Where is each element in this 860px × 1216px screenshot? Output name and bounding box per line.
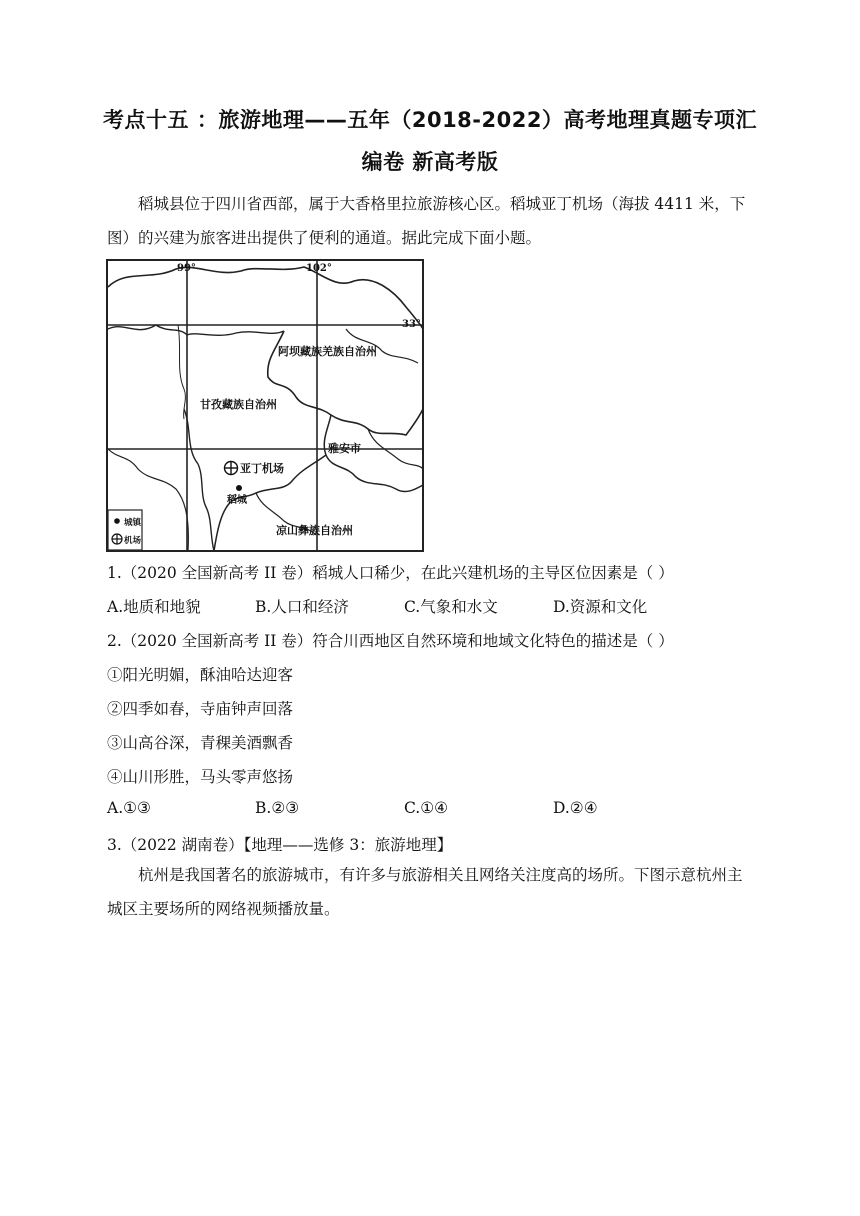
lon-label-102: 102° — [306, 263, 332, 274]
town-dot-icon — [236, 485, 242, 491]
question-2-statement-3: ③山高谷深，青稞美酒飘香 — [107, 734, 294, 752]
question-3-body: 杭州是我国著名的旅游城市，有许多与旅游相关且网络关注度高的场所。下图示意杭州主城区主要场所的网络视频播放量。 — [107, 866, 743, 918]
legend-airport-label: 机场 — [124, 536, 142, 546]
sichuan-map-figure — [106, 259, 424, 552]
question-2-option-c: C.①④ — [404, 799, 449, 817]
legend-town-label: 城镇 — [124, 518, 142, 528]
town-label: 稻城 — [227, 495, 247, 506]
question-2-statement-2: ②四季如春，寺庙钟声回落 — [107, 700, 294, 718]
question-2-stem: 2.（2020 全国新高考 II 卷）符合川西地区自然环境和地域文化特色的描述是（ ） — [107, 632, 674, 650]
question-1-option-a: A.地质和地貌 — [107, 598, 201, 616]
question-1-stem: 1.（2020 全国新高考 II 卷）稻城人口稀少，在此兴建机场的主导区位因素是（ ） — [107, 564, 674, 582]
lon-label-99: 99° — [177, 263, 196, 274]
document-title-line-2: 编卷 新高考版 — [361, 150, 499, 174]
map-legend — [108, 510, 142, 550]
question-2-option-d: D.②④ — [553, 799, 598, 817]
airport-icon — [225, 462, 238, 475]
question-1-option-b: B.人口和经济 — [255, 598, 349, 616]
airport-label: 亚丁机场 — [240, 462, 284, 475]
question-1-option-c: C.气象和水文 — [404, 598, 498, 616]
question-2-statement-4: ④山川形胜，马头零声悠扬 — [107, 768, 294, 786]
legend-airport-icon — [112, 534, 122, 544]
intro-paragraph: 稻城县位于四川省西部，属于大香格里拉旅游核心区。稻城亚丁机场（海拔 4411 米，下图）的兴建为旅客进出提供了便利的通道。据此完成下面小题。 — [107, 195, 746, 247]
question-3-stem: 3.（2022 湖南卷）【地理——选修 3：旅游地理】 — [107, 836, 453, 854]
region-label-ganzi: 甘孜藏族自治州 — [200, 398, 277, 411]
question-2-option-b: B.②③ — [255, 799, 300, 817]
region-label-liangshan: 凉山彝族自治州 — [276, 524, 353, 537]
region-label-yaan: 雅安市 — [328, 442, 361, 455]
question-2-option-a: A.①③ — [107, 799, 151, 817]
legend-town-icon — [114, 518, 120, 524]
lat-label-33: 33° — [402, 319, 421, 330]
region-label-aba: 阿坝藏族羌族自治州 — [278, 345, 377, 358]
question-1-option-d: D.资源和文化 — [553, 598, 648, 616]
document-title-line-1: 考点十五 ：旅游地理——五年（2018-2022）高考地理真题专项汇 — [103, 108, 757, 132]
question-2-statement-1: ①阳光明媚，酥油哈达迎客 — [107, 666, 294, 684]
